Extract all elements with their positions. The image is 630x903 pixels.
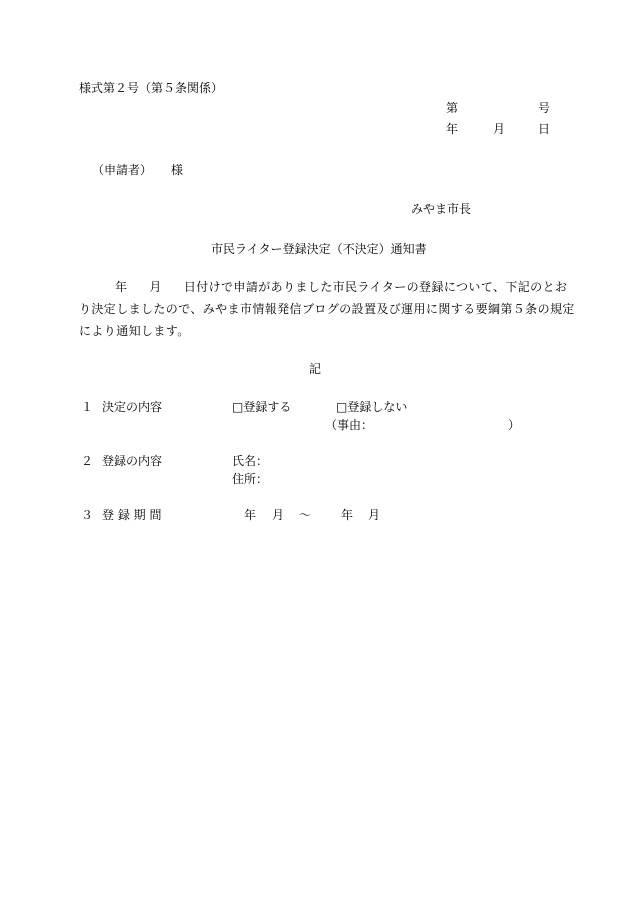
- issuer: みやま市長: [411, 202, 472, 216]
- not-register-checkbox[interactable]: □登録しない: [336, 400, 408, 414]
- body-line-1-text: 日付けで申請がありました市民ライターの登録について、下記のとお: [183, 280, 568, 294]
- body-line-3: により通知します。: [79, 324, 190, 338]
- ki-heading: 記: [309, 362, 322, 376]
- item-2-number: ２: [81, 454, 94, 468]
- reason-close: ）: [508, 418, 521, 432]
- date-month: 月: [493, 122, 506, 136]
- reason-open: （事由：: [325, 418, 374, 432]
- document-title: 市民ライター登録決定（不決定）通知書: [211, 242, 427, 256]
- period-from-month: 月: [272, 508, 285, 522]
- period-to-year: 年: [341, 508, 354, 522]
- body-line-2: り決定しましたので、みやま市情報発信ブログの設置及び運用に関する要綱第５条の規定: [79, 302, 575, 316]
- addressee-honorific: 様: [171, 163, 184, 177]
- item-1-label: 決定の内容: [102, 400, 163, 414]
- item-2-label: 登録の内容: [102, 454, 163, 468]
- name-label: 氏名：: [232, 454, 269, 468]
- document-number-prefix: 第: [446, 101, 459, 115]
- item-1-number: １: [81, 400, 94, 414]
- body-line-1: [79, 276, 568, 298]
- period-to-month: 月: [368, 508, 381, 522]
- form-number: 様式第２号（第５条関係）: [79, 81, 224, 95]
- period-from-year: 年: [244, 508, 257, 522]
- date-day: 日: [538, 122, 551, 136]
- period-tilde: ～: [299, 508, 312, 522]
- address-label: 住所：: [232, 472, 269, 486]
- register-checkbox[interactable]: □登録する: [232, 400, 292, 414]
- body-paragraph: [79, 276, 575, 342]
- item-3-number: ３: [81, 508, 94, 522]
- document-number-suffix: 号: [538, 101, 551, 115]
- item-3-label: 登 録 期 間: [102, 508, 162, 522]
- body-date-month: 月: [149, 280, 162, 294]
- date-year: 年: [446, 122, 459, 136]
- addressee-name: （申請者）: [92, 163, 153, 177]
- body-date-year: 年: [115, 280, 128, 294]
